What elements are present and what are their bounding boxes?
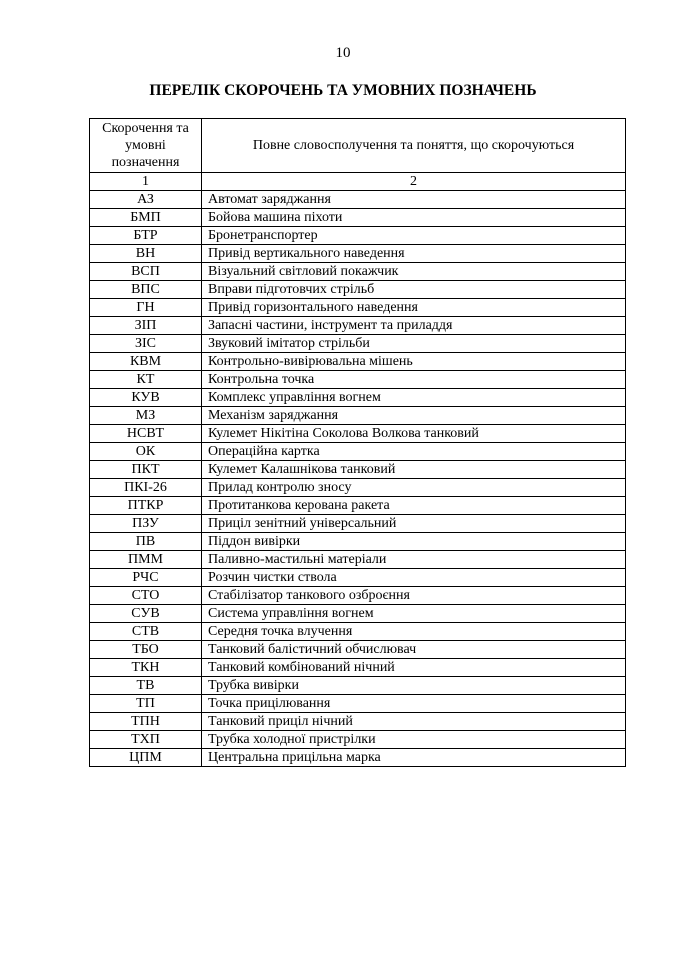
column-number-row xyxy=(90,173,626,191)
table-row xyxy=(90,713,626,731)
table-row xyxy=(90,641,626,659)
abbreviation-cell: ЦПМ xyxy=(90,749,202,767)
abbreviation-cell: ТХП xyxy=(90,731,202,749)
full-phrase-cell: Комплекс управління вогнем xyxy=(202,389,626,407)
table-row xyxy=(90,461,626,479)
table-row xyxy=(90,749,626,767)
table-row xyxy=(90,353,626,371)
header-abbreviation: Скорочення та умовні позначення xyxy=(90,119,202,173)
table-row xyxy=(90,263,626,281)
table-row xyxy=(90,245,626,263)
abbreviation-cell: ПВ xyxy=(90,533,202,551)
abbreviation-cell: ОК xyxy=(90,443,202,461)
abbreviation-cell: МЗ xyxy=(90,407,202,425)
table-row xyxy=(90,515,626,533)
table-row xyxy=(90,407,626,425)
table-row xyxy=(90,497,626,515)
full-phrase-cell: Контрольно-вивірювальна мішень xyxy=(202,353,626,371)
header-full-phrase: Повне словосполучення та поняття, що скорочуються xyxy=(202,119,626,173)
full-phrase-cell: Танковий приціл нічний xyxy=(202,713,626,731)
abbreviation-cell: ПКТ xyxy=(90,461,202,479)
full-phrase-cell: Бойова машина піхоти xyxy=(202,209,626,227)
abbreviation-cell: ЗІС xyxy=(90,335,202,353)
full-phrase-cell: Бронетранспортер xyxy=(202,227,626,245)
abbreviation-cell: ЗІП xyxy=(90,317,202,335)
table-row xyxy=(90,659,626,677)
full-phrase-cell: Центральна прицільна марка xyxy=(202,749,626,767)
full-phrase-cell: Трубка вивірки xyxy=(202,677,626,695)
table-row xyxy=(90,479,626,497)
table-row xyxy=(90,299,626,317)
full-phrase-cell: Автомат заряджання xyxy=(202,191,626,209)
full-phrase-cell: Танковий комбінований нічний xyxy=(202,659,626,677)
full-phrase-cell: Привід горизонтального наведення xyxy=(202,299,626,317)
abbreviation-cell: АЗ xyxy=(90,191,202,209)
table-row xyxy=(90,551,626,569)
page-number: 10 xyxy=(335,45,351,61)
abbreviation-cell: СТВ xyxy=(90,623,202,641)
abbreviation-cell: БМП xyxy=(90,209,202,227)
full-phrase-cell: Контрольна точка xyxy=(202,371,626,389)
table-row xyxy=(90,695,626,713)
table-row xyxy=(90,605,626,623)
table-row xyxy=(90,335,626,353)
abbreviation-cell: СУВ xyxy=(90,605,202,623)
table-row xyxy=(90,587,626,605)
full-phrase-cell: Запасні частини, інструмент та приладдя xyxy=(202,317,626,335)
full-phrase-cell: Паливно-мастильні матеріали xyxy=(202,551,626,569)
full-phrase-cell: Механізм заряджання xyxy=(202,407,626,425)
table-row xyxy=(90,389,626,407)
full-phrase-cell: Стабілізатор танкового озброєння xyxy=(202,587,626,605)
abbreviation-cell: ВПС xyxy=(90,281,202,299)
column-number-2: 2 xyxy=(202,173,626,191)
abbreviation-cell: ТКН xyxy=(90,659,202,677)
full-phrase-cell: Звуковий імітатор стрільби xyxy=(202,335,626,353)
table-row xyxy=(90,281,626,299)
table-row xyxy=(90,317,626,335)
table-row xyxy=(90,677,626,695)
abbreviation-cell: КТ xyxy=(90,371,202,389)
full-phrase-cell: Кулемет Нікітіна Соколова Волкова танковий xyxy=(202,425,626,443)
table-row xyxy=(90,209,626,227)
abbreviation-cell: РЧС xyxy=(90,569,202,587)
full-phrase-cell: Привід вертикального наведення xyxy=(202,245,626,263)
abbreviation-cell: ТБО xyxy=(90,641,202,659)
abbreviation-cell: НСВТ xyxy=(90,425,202,443)
abbreviations-table xyxy=(89,118,626,767)
abbreviation-cell: ПКІ-26 xyxy=(90,479,202,497)
full-phrase-cell: Кулемет Калашнікова танковий xyxy=(202,461,626,479)
abbreviation-cell: ПЗУ xyxy=(90,515,202,533)
full-phrase-cell: Середня точка влучення xyxy=(202,623,626,641)
abbreviation-cell: ПММ xyxy=(90,551,202,569)
table-header-row xyxy=(90,119,626,173)
table-row xyxy=(90,371,626,389)
abbreviation-cell: БТР xyxy=(90,227,202,245)
abbreviation-cell: ТП xyxy=(90,695,202,713)
full-phrase-cell: Розчин чистки ствола xyxy=(202,569,626,587)
full-phrase-cell: Вправи підготовчих стрільб xyxy=(202,281,626,299)
table-row xyxy=(90,443,626,461)
column-number-1: 1 xyxy=(90,173,202,191)
abbreviation-cell: КУВ xyxy=(90,389,202,407)
table-row xyxy=(90,191,626,209)
abbreviation-cell: ВН xyxy=(90,245,202,263)
table-row xyxy=(90,731,626,749)
full-phrase-cell: Система управління вогнем xyxy=(202,605,626,623)
full-phrase-cell: Протитанкова керована ракета xyxy=(202,497,626,515)
full-phrase-cell: Піддон вивірки xyxy=(202,533,626,551)
full-phrase-cell: Операційна картка xyxy=(202,443,626,461)
abbreviation-cell: ТПН xyxy=(90,713,202,731)
full-phrase-cell: Танковий балістичний обчислювач xyxy=(202,641,626,659)
table-row xyxy=(90,425,626,443)
full-phrase-cell: Прилад контролю зносу xyxy=(202,479,626,497)
abbreviation-cell: СТО xyxy=(90,587,202,605)
abbreviation-cell: ГН xyxy=(90,299,202,317)
table-row xyxy=(90,227,626,245)
full-phrase-cell: Точка прицілювання xyxy=(202,695,626,713)
table-row xyxy=(90,533,626,551)
full-phrase-cell: Візуальний світловий покажчик xyxy=(202,263,626,281)
table-row xyxy=(90,569,626,587)
abbreviation-cell: КВМ xyxy=(90,353,202,371)
abbreviation-cell: ТВ xyxy=(90,677,202,695)
page-title: ПЕРЕЛІК СКОРОЧЕНЬ ТА УМОВНИХ ПОЗНАЧЕНЬ xyxy=(149,82,537,99)
table-row xyxy=(90,623,626,641)
full-phrase-cell: Трубка холодної пристрілки xyxy=(202,731,626,749)
abbreviation-cell: ПТКР xyxy=(90,497,202,515)
full-phrase-cell: Приціл зенітний універсальний xyxy=(202,515,626,533)
abbreviation-cell: ВСП xyxy=(90,263,202,281)
